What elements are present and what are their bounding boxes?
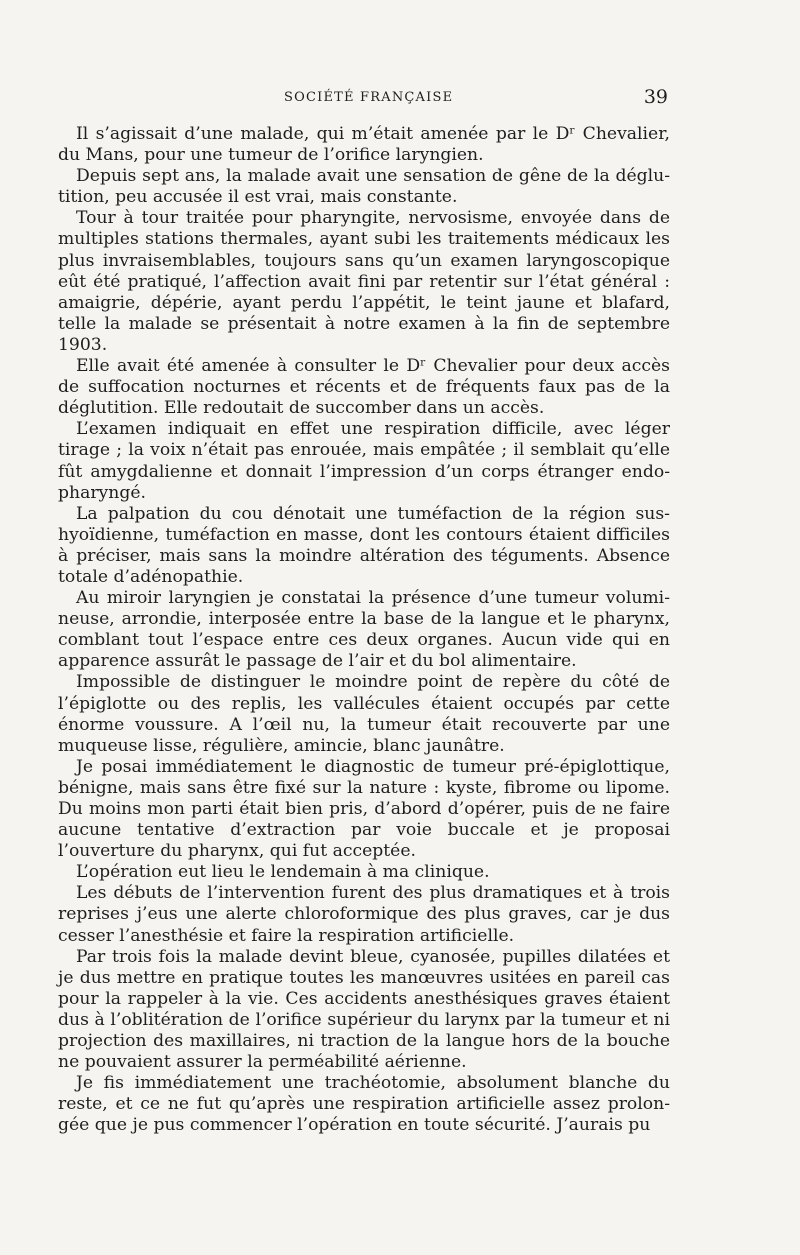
paragraph: Depuis sept ans, la malade avait une sensation de gêne de la déglutition, peu accusée il est vrai, mais constante. <box>58 166 670 208</box>
paragraph: Tour à tour traitée pour pharyngite, nervosisme, envoyée dans de multiples stations thermales, ayant subi les traitements médicaux les plus invraisemblables, toujours sans qu’un examen laryngoscopique eût été pratiqué, l’affection avait fini par retentir sur l’état général : amaigrie, dépérie, ayant perdu l’appétit, le teint jaune et blafard, telle la malade se présentait à notre examen à la fin de septembre 1903. <box>58 208 670 355</box>
paragraph: Impossible de distinguer le moindre point de repère du côté de l’épiglotte ou des replis, les vallécules étaient occupés par cette énorme voussure. A l’œil nu, la tumeur était recouverte par une muqueuse lisse, régulière, amincie, blanc jaunâtre. <box>58 672 670 756</box>
running-head <box>58 86 668 110</box>
paragraph: Au miroir laryngien je constatai la présence d’une tumeur volumineuse, arrondie, interposée entre la base de la langue et le pharynx, comblant tout l’espace entre ces deux organes. Aucun vide qui en apparence assurât le passage de l’air et du bol alimentaire. <box>58 588 670 672</box>
paragraph: Je posai immédiatement le diagnostic de tumeur pré-épiglottique, bénigne, mais sans être fixé sur la nature : kyste, fibrome ou lipome. Du moins mon parti était bien pris, d’abord d’opérer, puis de ne faire aucune tentative d’extraction par voie buccale et je proposai l’ouverture du pharynx, qui fut acceptée. <box>58 756 670 862</box>
paragraph: L’opération eut lieu le lendemain à ma clinique. <box>76 862 490 883</box>
paragraph: Elle avait été amenée à consulter le Dʳ Chevalier pour deux accès de suffocation nocturnes et récents et de fréquents faux pas de la déglutition. Elle redoutait de succomber dans un accès. <box>58 356 670 419</box>
paragraph: Par trois fois la malade devint bleue, cyanosée, pupilles dilatées et je dus mettre en pratique toutes les manœuvres usitées en pareil cas pour la rappeler à la vie. Ces accidents anesthésiques graves étaient dus à l’oblitération de l’orifice supérieur du larynx par la tumeur et ni projection des maxillaires, ni traction de la langue hors de la bouche ne pouvaient assurer la perméabilité aérienne. <box>58 946 670 1073</box>
paragraph: La palpation du cou dénotait une tuméfaction de la région sus-hyoïdienne, tuméfaction en masse, dont les contours étaient difficiles à préciser, mais sans la moindre altération des téguments. Absence totale d’adénopathie. <box>58 503 670 587</box>
paragraph: Les débuts de l’intervention furent des plus dramatiques et à trois reprises j’eus une alerte chloroformique des plus graves, car je dus cesser l’anesthésie et faire la respiration artificielle. <box>58 883 670 946</box>
body-text <box>58 124 670 1137</box>
page-number: 39 <box>643 86 668 108</box>
paragraph: Je fis immédiatement une trachéotomie, absolument blanche du reste, et ce ne fut qu’après une respiration artificielle assez prolongée que je pus commencer l’opération en toute sécurité. J’aurais pu <box>58 1073 670 1136</box>
paragraph: L’examen indiquait en effet une respiration difficile, avec léger tirage ; la voix n’était pas enrouée, mais empâtée ; il semblait qu’elle fût amygdalienne et donnait l’impression d’un corps étranger endopharyngé. <box>58 419 670 503</box>
paragraph: Il s’agissait d’une malade, qui m’était amenée par le Dʳ Chevalier, du Mans, pour une tumeur de l’orifice laryngien. <box>58 124 670 166</box>
running-title: SOCIÉTÉ FRANÇAISE <box>284 90 454 105</box>
